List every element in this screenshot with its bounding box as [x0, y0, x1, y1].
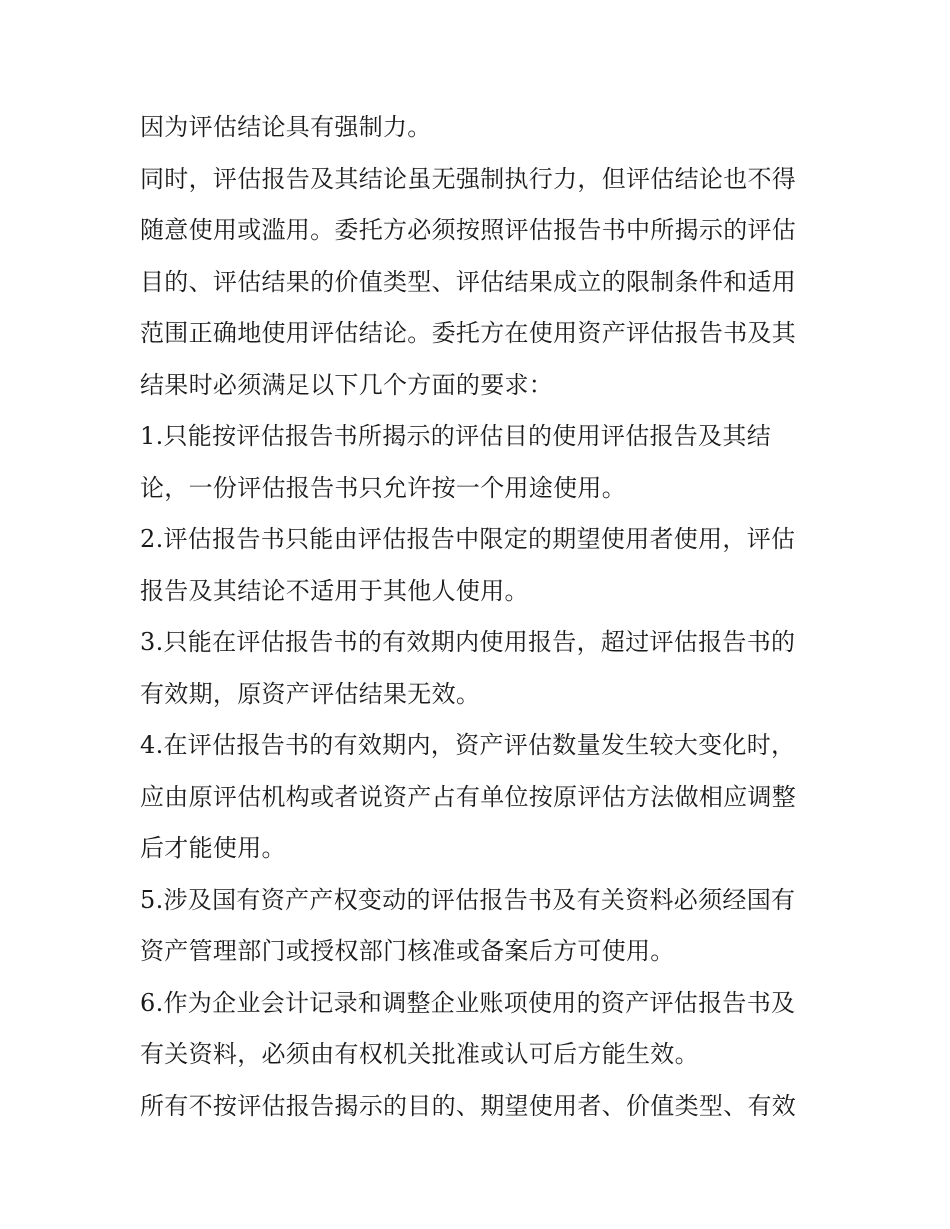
text-line: 结果时必须满足以下几个方面的要求： [140, 370, 554, 399]
list-item-3-line: 有效期，原资产评估结果无效。 [140, 679, 481, 708]
list-item-1-line: 论，一份评估报告书只允许按一个用途使用。 [140, 473, 626, 502]
list-item-1-line: 1.只能按评估报告书所揭示的评估目的使用评估报告及其结 [140, 422, 771, 450]
list-item-6-line: 有关资料，必须由有权机关批准或认可后方能生效。 [140, 1040, 699, 1068]
list-item-3-line: 3.只能在评估报告书的有效期内使用报告，超过评估报告书的 [140, 628, 796, 656]
list-item-2-line: 2.评估报告书只能由评估报告中限定的期望使用者使用，评估 [140, 525, 796, 553]
list-item-2-line: 报告及其结论不适用于其他人使用。 [140, 576, 529, 605]
list-item-5-line: 资产管理部门或授权部门核准或备案后方可使用。 [140, 937, 675, 965]
list-item-4-line: 后才能使用。 [140, 834, 286, 862]
list-item-4-line: 4.在评估报告书的有效期内，资产评估数量发生较大变化时， [140, 731, 796, 759]
list-item-5-line: 5.涉及国有资产产权变动的评估报告书及有关资料必须经国有 [140, 885, 796, 914]
list-item-6-line: 6.作为企业会计记录和调整企业账项使用的资产评估报告书及 [140, 988, 796, 1017]
text-line: 因为评估结论具有强制力。 [140, 113, 432, 141]
body-text [140, 102, 815, 1132]
text-line: 随意使用或滥用。委托方必须按照评估报告书中所揭示的评估 [140, 216, 797, 244]
text-line: 目的、评估结果的价值类型、评估结果成立的限制条件和适用 [140, 267, 797, 296]
text-line: 范围正确地使用评估结论。委托方在使用资产评估报告书及其 [140, 319, 797, 347]
text-line: 同时，评估报告及其结论虽无强制执行力，但评估结论也不得 [140, 164, 797, 193]
text-line: 所有不按评估报告揭示的目的、期望使用者、价值类型、有效 [140, 1091, 797, 1120]
list-item-4-line: 应由原评估机构或者说资产占有单位按原评估方法做相应调整 [140, 782, 797, 811]
